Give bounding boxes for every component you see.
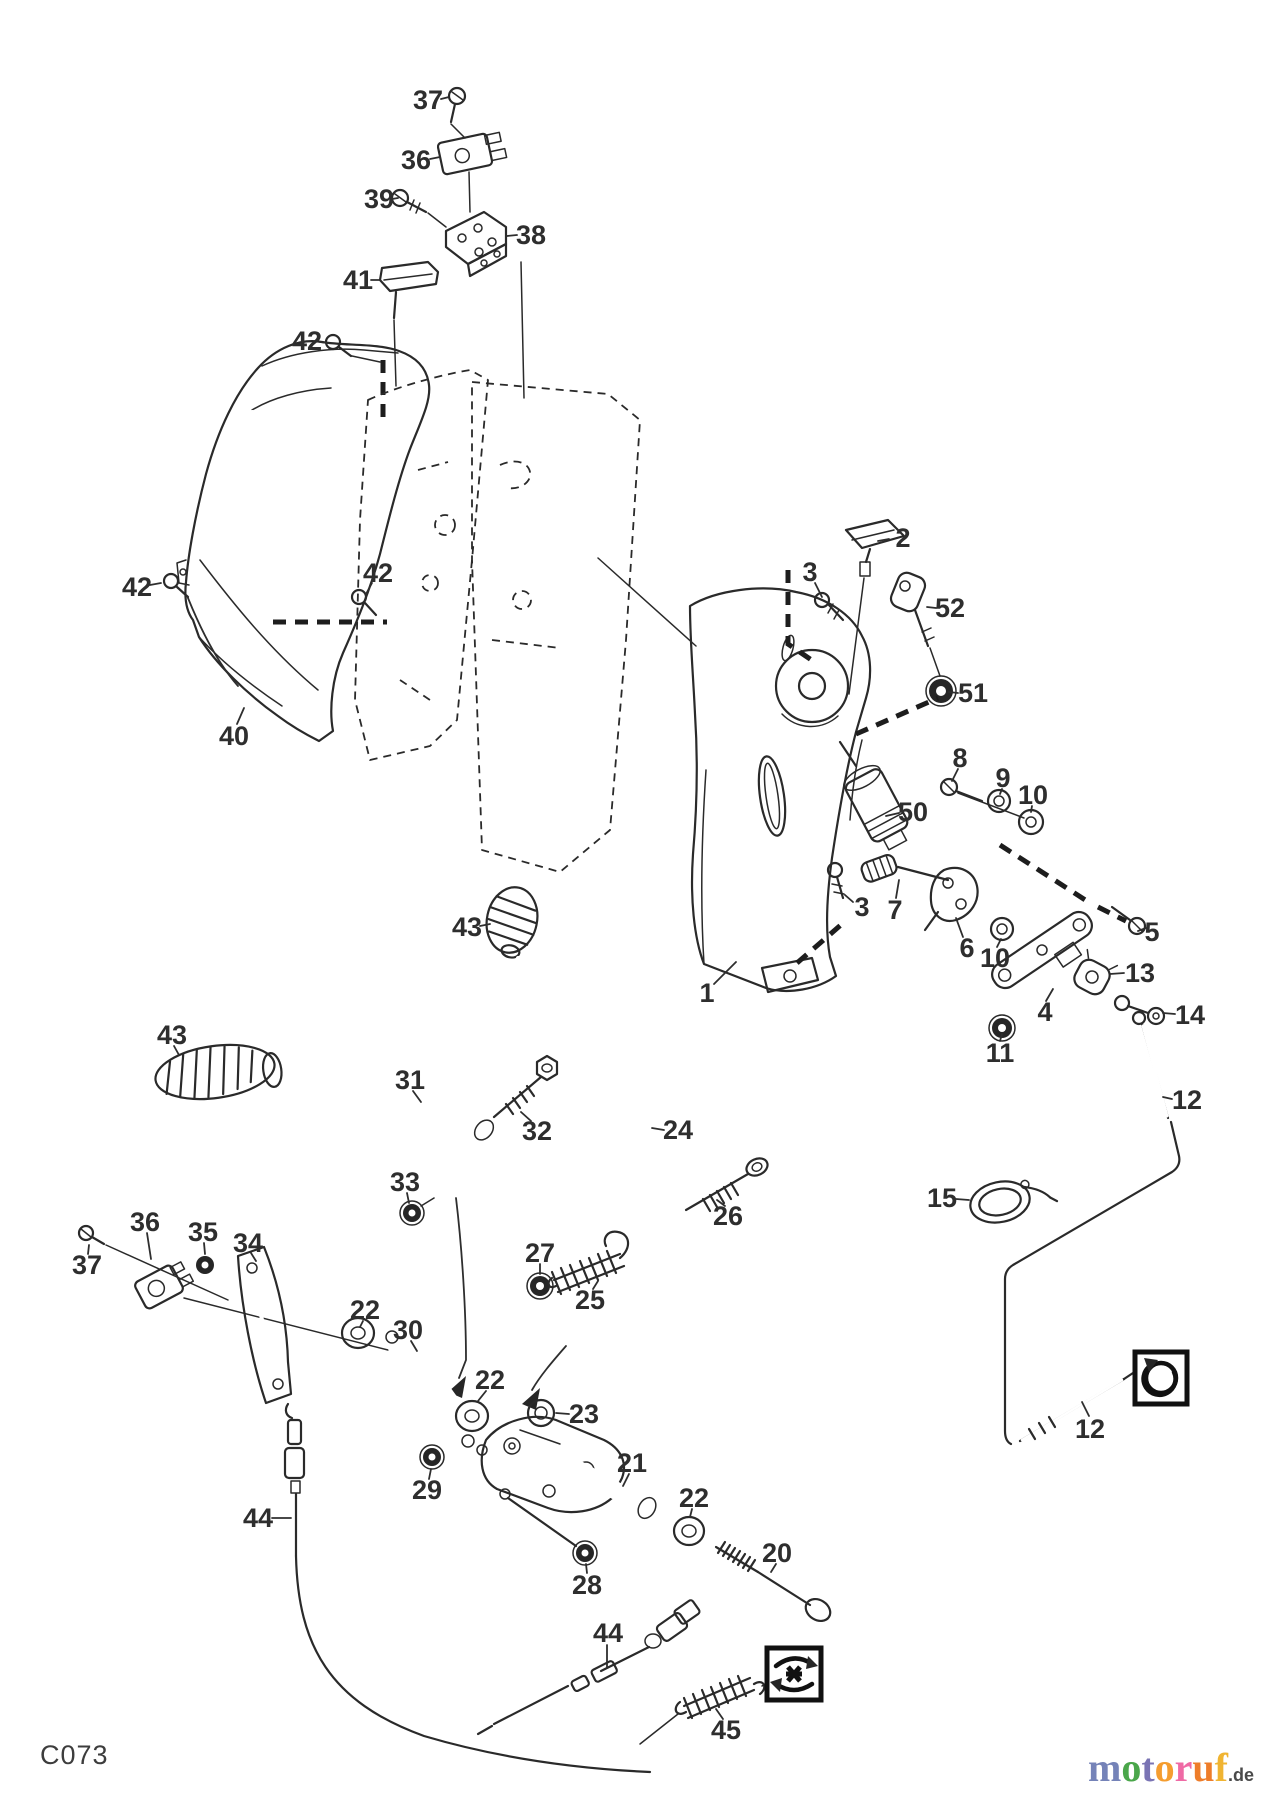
top-bracket-assembly: [326, 88, 524, 418]
part-label-22: 22: [349, 1295, 381, 1325]
part-label-40: 40: [218, 721, 250, 751]
part-label-14: 14: [1174, 1000, 1206, 1030]
part-label-29: 29: [411, 1475, 443, 1505]
part-label-15: 15: [926, 1183, 958, 1213]
part-label-21: 21: [616, 1448, 648, 1478]
part-label-12: 12: [1074, 1414, 1106, 1444]
part-label-31: 31: [394, 1065, 426, 1095]
switch-36-top: [437, 130, 507, 175]
part-label-37: 37: [412, 85, 444, 115]
part-label-36: 36: [400, 145, 432, 175]
part-label-10: 10: [979, 943, 1011, 973]
part-label-51: 51: [957, 678, 989, 708]
brand-logo-letter: o: [1154, 1745, 1175, 1790]
screw-42-left: [164, 574, 178, 588]
part-label-26: 26: [712, 1201, 744, 1231]
part-label-44: 44: [242, 1503, 274, 1533]
bracket-plate-6: [925, 868, 978, 930]
part-label-22: 22: [678, 1483, 710, 1513]
part-label-52: 52: [934, 593, 966, 623]
part-label-32: 32: [521, 1116, 553, 1146]
part-label-43: 43: [156, 1020, 188, 1050]
label-leader-line: [845, 895, 853, 902]
label-leader-line: [430, 157, 440, 159]
link-plates-30: [386, 1331, 487, 1455]
bracket-38: [446, 212, 506, 276]
part-label-4: 4: [1037, 997, 1053, 1027]
part-label-36: 36: [129, 1207, 161, 1237]
nut-35: [196, 1256, 214, 1274]
washer-10a: [1019, 810, 1043, 834]
part-label-13: 13: [1124, 958, 1156, 988]
part-label-37: 37: [71, 1250, 103, 1280]
part-label-34: 34: [232, 1228, 264, 1258]
brand-logo-letter: m: [1087, 1745, 1122, 1790]
left-cover-40: [164, 341, 429, 741]
part-label-23: 23: [568, 1399, 600, 1429]
brand-logo[interactable]: [1087, 1745, 1254, 1795]
part-label-44: 44: [592, 1618, 624, 1648]
part-label-3: 3: [854, 892, 870, 922]
brand-logo-letter: t: [1141, 1745, 1155, 1790]
screw-3-top: [815, 593, 843, 620]
part-label-30: 30: [392, 1315, 424, 1345]
label-leader-line: [556, 1413, 569, 1414]
part-label-9: 9: [995, 763, 1011, 793]
brand-logo-letter: r: [1174, 1745, 1193, 1790]
part-label-1: 1: [699, 978, 715, 1008]
part-label-39: 39: [363, 184, 395, 214]
cable-44-bottom: [478, 1599, 701, 1734]
part-label-28: 28: [571, 1570, 603, 1600]
part-label-10: 10: [1017, 780, 1049, 810]
cotter-pin-15: [966, 1171, 1058, 1228]
part-label-24: 24: [662, 1115, 694, 1145]
part-label-25: 25: [574, 1285, 606, 1315]
switch-36-bottom: [133, 1258, 195, 1310]
phantom-frame-panels: [355, 370, 696, 872]
label-leader-line: [1163, 1013, 1175, 1014]
screw-42-mid: [352, 590, 366, 604]
label-leader-line: [949, 692, 958, 693]
nut-29: [420, 1445, 444, 1469]
part-label-12: 12: [1171, 1085, 1203, 1115]
screw-8: [941, 779, 982, 801]
rotation-direction-icon: [1135, 1352, 1187, 1404]
part-label-35: 35: [187, 1217, 219, 1247]
right-housing-1: [690, 588, 870, 992]
part-label-33: 33: [389, 1167, 421, 1197]
part-label-41: 41: [342, 265, 374, 295]
part-label-42: 42: [291, 326, 323, 356]
label-leader-line: [1110, 973, 1124, 974]
part-label-20: 20: [761, 1538, 793, 1568]
pointer-arrow-icon: [522, 1388, 540, 1410]
part-label-22: 22: [474, 1365, 506, 1395]
brand-logo-letter: u: [1192, 1745, 1215, 1790]
part-label-42: 42: [362, 558, 394, 588]
part-label-5: 5: [1144, 917, 1160, 947]
label-leader-line: [956, 1199, 969, 1200]
grip-43-right: [480, 883, 543, 962]
label-leader-line: [714, 962, 736, 984]
washer-23: [528, 1400, 554, 1426]
label-leader-line: [1163, 1097, 1172, 1099]
part-label-27: 27: [524, 1238, 556, 1268]
part-label-11: 11: [985, 1038, 1015, 1068]
ignition-key-52: [888, 570, 940, 676]
part-label-38: 38: [515, 220, 547, 250]
part-label-6: 6: [959, 933, 975, 963]
brand-logo-letter: f: [1214, 1745, 1228, 1790]
cable-rotation-icon: [767, 1648, 821, 1700]
part-label-3: 3: [802, 557, 818, 587]
part-label-8: 8: [952, 743, 968, 773]
bracket-34: [238, 1247, 291, 1403]
washer-10b: [991, 918, 1013, 940]
brand-logo-letter: o: [1121, 1745, 1142, 1790]
cover-clip-41: [380, 262, 438, 318]
part-label-2: 2: [895, 523, 911, 553]
part-label-7: 7: [887, 895, 903, 925]
bolt-28: [500, 1489, 597, 1565]
brand-logo-suffix: .de: [1227, 1765, 1254, 1785]
part-label-45: 45: [710, 1715, 742, 1745]
part-label-43: 43: [451, 912, 483, 942]
part-label-50: 50: [897, 797, 929, 827]
spring-45: [640, 1676, 772, 1744]
grommet-nut-51: [926, 676, 956, 706]
brand-logo-letters: [1088, 1745, 1228, 1790]
bolt-32: [494, 1056, 557, 1117]
bushing-22c: [674, 1517, 704, 1545]
part-label-42: 42: [121, 572, 153, 602]
diagram-code: C073: [40, 1740, 109, 1770]
screw-14: [1115, 996, 1164, 1024]
